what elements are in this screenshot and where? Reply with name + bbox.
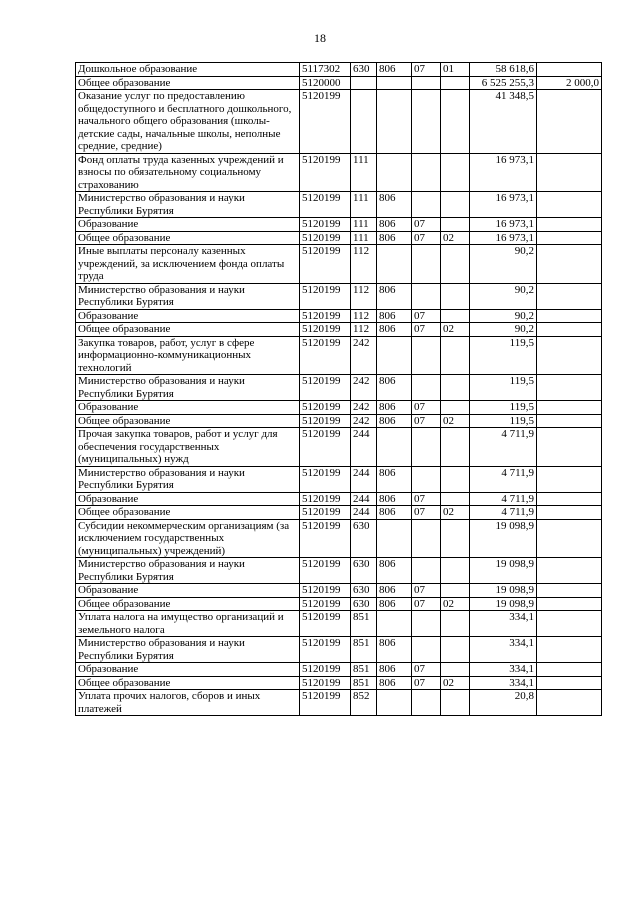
row-name-cell: Оказание услуг по предоставлению общедоступного и бесплатного дошкольного, начального общего образования (школы-детские сады, начальные школы, неполные средние, средние) (76, 90, 300, 154)
ministry-code-cell: 806 (377, 597, 412, 611)
expense-type-cell: 112 (351, 283, 377, 309)
section-cell (412, 690, 441, 716)
amount-2-cell (537, 336, 602, 375)
target-article-cell: 5120199 (300, 414, 351, 428)
section-cell: 07 (412, 506, 441, 520)
budget-table (75, 62, 602, 716)
target-article-cell: 5120199 (300, 663, 351, 677)
target-article-cell: 5120199 (300, 336, 351, 375)
ministry-code-cell: 806 (377, 323, 412, 337)
amount-cell: 16 973,1 (470, 231, 537, 245)
amount-2-cell (537, 231, 602, 245)
section-cell: 07 (412, 597, 441, 611)
amount-2-cell (537, 309, 602, 323)
amount-2-cell (537, 597, 602, 611)
amount-cell: 6 525 255,3 (470, 76, 537, 90)
target-article-cell: 5120199 (300, 637, 351, 663)
row-name-cell: Образование (76, 584, 300, 598)
row-name-cell: Общее образование (76, 414, 300, 428)
amount-cell: 16 973,1 (470, 218, 537, 232)
table-row (76, 401, 602, 415)
target-article-cell: 5120199 (300, 375, 351, 401)
expense-type-cell: 111 (351, 192, 377, 218)
expense-type-cell: 630 (351, 584, 377, 598)
table-row (76, 558, 602, 584)
target-article-cell: 5120199 (300, 218, 351, 232)
row-name-cell: Общее образование (76, 506, 300, 520)
row-name-cell: Общее образование (76, 323, 300, 337)
row-name-cell: Образование (76, 401, 300, 415)
table-row (76, 218, 602, 232)
expense-type-cell: 112 (351, 323, 377, 337)
table-row (76, 597, 602, 611)
subsection-cell: 02 (441, 231, 470, 245)
row-name-cell: Образование (76, 218, 300, 232)
section-cell (412, 336, 441, 375)
subsection-cell (441, 637, 470, 663)
row-name-cell: Министерство образования и науки Республики Бурятия (76, 637, 300, 663)
subsection-cell (441, 153, 470, 192)
amount-2-cell (537, 611, 602, 637)
target-article-cell: 5120199 (300, 492, 351, 506)
table-row (76, 323, 602, 337)
section-cell (412, 375, 441, 401)
section-cell (412, 611, 441, 637)
amount-2-cell (537, 492, 602, 506)
table-row (76, 153, 602, 192)
section-cell (412, 519, 441, 558)
amount-2-cell (537, 323, 602, 337)
section-cell: 07 (412, 584, 441, 598)
expense-type-cell: 242 (351, 414, 377, 428)
amount-cell: 4 711,9 (470, 428, 537, 467)
subsection-cell (441, 76, 470, 90)
amount-cell: 19 098,9 (470, 584, 537, 598)
expense-type-cell: 112 (351, 309, 377, 323)
subsection-cell: 01 (441, 63, 470, 77)
subsection-cell: 02 (441, 506, 470, 520)
subsection-cell: 02 (441, 676, 470, 690)
table-row (76, 90, 602, 154)
target-article-cell: 5120199 (300, 192, 351, 218)
ministry-code-cell (377, 336, 412, 375)
subsection-cell (441, 492, 470, 506)
target-article-cell: 5120199 (300, 584, 351, 598)
section-cell (412, 558, 441, 584)
amount-cell: 41 348,5 (470, 90, 537, 154)
expense-type-cell: 852 (351, 690, 377, 716)
row-name-cell: Образование (76, 492, 300, 506)
amount-2-cell (537, 192, 602, 218)
ministry-code-cell: 806 (377, 637, 412, 663)
target-article-cell: 5120199 (300, 245, 351, 284)
ministry-code-cell: 806 (377, 663, 412, 677)
section-cell: 07 (412, 414, 441, 428)
target-article-cell: 5120199 (300, 690, 351, 716)
expense-type-cell: 112 (351, 245, 377, 284)
expense-type-cell: 630 (351, 519, 377, 558)
target-article-cell: 5120199 (300, 466, 351, 492)
ministry-code-cell: 806 (377, 63, 412, 77)
amount-cell: 119,5 (470, 375, 537, 401)
amount-cell: 4 711,9 (470, 466, 537, 492)
expense-type-cell: 244 (351, 492, 377, 506)
amount-2-cell (537, 428, 602, 467)
expense-type-cell: 111 (351, 153, 377, 192)
row-name-cell: Образование (76, 663, 300, 677)
amount-cell: 19 098,9 (470, 597, 537, 611)
target-article-cell: 5120199 (300, 401, 351, 415)
ministry-code-cell: 806 (377, 375, 412, 401)
row-name-cell: Общее образование (76, 76, 300, 90)
table-row (76, 663, 602, 677)
section-cell: 07 (412, 218, 441, 232)
amount-cell: 334,1 (470, 663, 537, 677)
amount-2-cell (537, 401, 602, 415)
table-row (76, 336, 602, 375)
amount-cell: 58 618,6 (470, 63, 537, 77)
row-name-cell: Министерство образования и науки Республики Бурятия (76, 192, 300, 218)
ministry-code-cell: 806 (377, 466, 412, 492)
expense-type-cell: 851 (351, 611, 377, 637)
subsection-cell (441, 558, 470, 584)
amount-2-cell (537, 466, 602, 492)
budget-table-body (76, 63, 602, 716)
table-row (76, 375, 602, 401)
ministry-code-cell: 806 (377, 231, 412, 245)
amount-cell: 90,2 (470, 323, 537, 337)
subsection-cell (441, 192, 470, 218)
subsection-cell (441, 584, 470, 598)
subsection-cell (441, 466, 470, 492)
ministry-code-cell (377, 428, 412, 467)
ministry-code-cell (377, 153, 412, 192)
amount-2-cell (537, 414, 602, 428)
subsection-cell (441, 519, 470, 558)
table-row (76, 414, 602, 428)
amount-cell: 334,1 (470, 637, 537, 663)
ministry-code-cell (377, 611, 412, 637)
ministry-code-cell: 806 (377, 506, 412, 520)
expense-type-cell: 244 (351, 466, 377, 492)
target-article-cell: 5120199 (300, 428, 351, 467)
section-cell (412, 90, 441, 154)
section-cell (412, 245, 441, 284)
expense-type-cell: 851 (351, 663, 377, 677)
row-name-cell: Министерство образования и науки Республики Бурятия (76, 558, 300, 584)
ministry-code-cell: 806 (377, 584, 412, 598)
row-name-cell: Общее образование (76, 597, 300, 611)
section-cell (412, 283, 441, 309)
ministry-code-cell (377, 245, 412, 284)
ministry-code-cell: 806 (377, 283, 412, 309)
table-row (76, 309, 602, 323)
expense-type-cell: 851 (351, 676, 377, 690)
subsection-cell: 02 (441, 323, 470, 337)
ministry-code-cell: 806 (377, 309, 412, 323)
amount-cell: 90,2 (470, 283, 537, 309)
row-name-cell: Общее образование (76, 676, 300, 690)
amount-2-cell (537, 245, 602, 284)
table-row (76, 690, 602, 716)
table-row (76, 676, 602, 690)
subsection-cell (441, 336, 470, 375)
section-cell: 07 (412, 663, 441, 677)
subsection-cell (441, 245, 470, 284)
amount-cell: 4 711,9 (470, 506, 537, 520)
table-row (76, 63, 602, 77)
table-row (76, 637, 602, 663)
section-cell: 07 (412, 309, 441, 323)
ministry-code-cell: 806 (377, 192, 412, 218)
ministry-code-cell: 806 (377, 218, 412, 232)
amount-2-cell (537, 676, 602, 690)
expense-type-cell (351, 76, 377, 90)
subsection-cell (441, 375, 470, 401)
amount-2-cell (537, 690, 602, 716)
target-article-cell: 5120199 (300, 519, 351, 558)
amount-cell: 19 098,9 (470, 519, 537, 558)
target-article-cell: 5120199 (300, 506, 351, 520)
subsection-cell (441, 428, 470, 467)
target-article-cell: 5120199 (300, 283, 351, 309)
target-article-cell: 5120199 (300, 611, 351, 637)
amount-2-cell (537, 218, 602, 232)
table-row (76, 76, 602, 90)
ministry-code-cell (377, 519, 412, 558)
subsection-cell: 02 (441, 414, 470, 428)
amount-2-cell (537, 90, 602, 154)
target-article-cell: 5120199 (300, 597, 351, 611)
row-name-cell: Иные выплаты персоналу казенных учреждений, за исключением фонда оплаты труда (76, 245, 300, 284)
row-name-cell: Дошкольное образование (76, 63, 300, 77)
table-row (76, 245, 602, 284)
table-row (76, 584, 602, 598)
target-article-cell: 5120000 (300, 76, 351, 90)
amount-cell: 90,2 (470, 309, 537, 323)
amount-2-cell: 2 000,0 (537, 76, 602, 90)
subsection-cell (441, 611, 470, 637)
ministry-code-cell: 806 (377, 676, 412, 690)
row-name-cell: Уплата прочих налогов, сборов и иных платежей (76, 690, 300, 716)
target-article-cell: 5120199 (300, 90, 351, 154)
target-article-cell: 5120199 (300, 153, 351, 192)
expense-type-cell: 111 (351, 231, 377, 245)
expense-type-cell: 242 (351, 401, 377, 415)
table-row (76, 231, 602, 245)
expense-type-cell: 630 (351, 63, 377, 77)
section-cell: 07 (412, 401, 441, 415)
table-row (76, 283, 602, 309)
amount-cell: 119,5 (470, 414, 537, 428)
table-row (76, 611, 602, 637)
target-article-cell: 5120199 (300, 231, 351, 245)
subsection-cell (441, 309, 470, 323)
ministry-code-cell: 806 (377, 401, 412, 415)
ministry-code-cell: 806 (377, 558, 412, 584)
amount-cell: 20,8 (470, 690, 537, 716)
expense-type-cell: 630 (351, 597, 377, 611)
expense-type-cell: 630 (351, 558, 377, 584)
section-cell (412, 153, 441, 192)
expense-type-cell: 244 (351, 428, 377, 467)
section-cell: 07 (412, 323, 441, 337)
amount-2-cell (537, 506, 602, 520)
amount-cell: 90,2 (470, 245, 537, 284)
amount-2-cell (537, 153, 602, 192)
ministry-code-cell: 806 (377, 414, 412, 428)
table-row (76, 466, 602, 492)
amount-cell: 119,5 (470, 336, 537, 375)
expense-type-cell: 111 (351, 218, 377, 232)
subsection-cell: 02 (441, 597, 470, 611)
amount-2-cell (537, 637, 602, 663)
ministry-code-cell (377, 690, 412, 716)
target-article-cell: 5120199 (300, 323, 351, 337)
amount-2-cell (537, 375, 602, 401)
expense-type-cell: 242 (351, 336, 377, 375)
row-name-cell: Фонд оплаты труда казенных учреждений и взносы по обязательному социальному страхованию (76, 153, 300, 192)
section-cell (412, 192, 441, 218)
section-cell: 07 (412, 231, 441, 245)
subsection-cell (441, 663, 470, 677)
amount-2-cell (537, 63, 602, 77)
table-row (76, 192, 602, 218)
table-row (76, 492, 602, 506)
target-article-cell: 5120199 (300, 309, 351, 323)
amount-2-cell (537, 663, 602, 677)
amount-2-cell (537, 558, 602, 584)
subsection-cell (441, 401, 470, 415)
row-name-cell: Прочая закупка товаров, работ и услуг для обеспечения государственных (муниципальных) нужд (76, 428, 300, 467)
amount-2-cell (537, 283, 602, 309)
amount-cell: 19 098,9 (470, 558, 537, 584)
row-name-cell: Закупка товаров, работ, услуг в сфере информационно-коммуникационных технологий (76, 336, 300, 375)
expense-type-cell: 242 (351, 375, 377, 401)
amount-2-cell (537, 519, 602, 558)
amount-cell: 4 711,9 (470, 492, 537, 506)
row-name-cell: Министерство образования и науки Республики Бурятия (76, 466, 300, 492)
amount-cell: 334,1 (470, 611, 537, 637)
subsection-cell (441, 283, 470, 309)
section-cell (412, 76, 441, 90)
row-name-cell: Министерство образования и науки Республики Бурятия (76, 283, 300, 309)
amount-cell: 334,1 (470, 676, 537, 690)
subsection-cell (441, 218, 470, 232)
expense-type-cell: 851 (351, 637, 377, 663)
target-article-cell: 5120199 (300, 676, 351, 690)
amount-cell: 16 973,1 (470, 153, 537, 192)
section-cell: 07 (412, 63, 441, 77)
row-name-cell: Образование (76, 309, 300, 323)
section-cell: 07 (412, 492, 441, 506)
row-name-cell: Общее образование (76, 231, 300, 245)
table-row (76, 506, 602, 520)
ministry-code-cell: 806 (377, 492, 412, 506)
expense-type-cell (351, 90, 377, 154)
amount-cell: 119,5 (470, 401, 537, 415)
section-cell: 07 (412, 676, 441, 690)
row-name-cell: Министерство образования и науки Республики Бурятия (76, 375, 300, 401)
amount-2-cell (537, 584, 602, 598)
table-row (76, 428, 602, 467)
subsection-cell (441, 90, 470, 154)
row-name-cell: Субсидии некоммерческим организациям (за исключением государственных (муниципальных) учреждений) (76, 519, 300, 558)
section-cell (412, 466, 441, 492)
section-cell (412, 637, 441, 663)
expense-type-cell: 244 (351, 506, 377, 520)
section-cell (412, 428, 441, 467)
subsection-cell (441, 690, 470, 716)
page-number: 18 (314, 31, 326, 45)
target-article-cell: 5120199 (300, 558, 351, 584)
ministry-code-cell (377, 90, 412, 154)
table-row (76, 519, 602, 558)
ministry-code-cell (377, 76, 412, 90)
row-name-cell: Уплата налога на имущество организаций и земельного налога (76, 611, 300, 637)
amount-cell: 16 973,1 (470, 192, 537, 218)
target-article-cell: 5117302 (300, 63, 351, 77)
